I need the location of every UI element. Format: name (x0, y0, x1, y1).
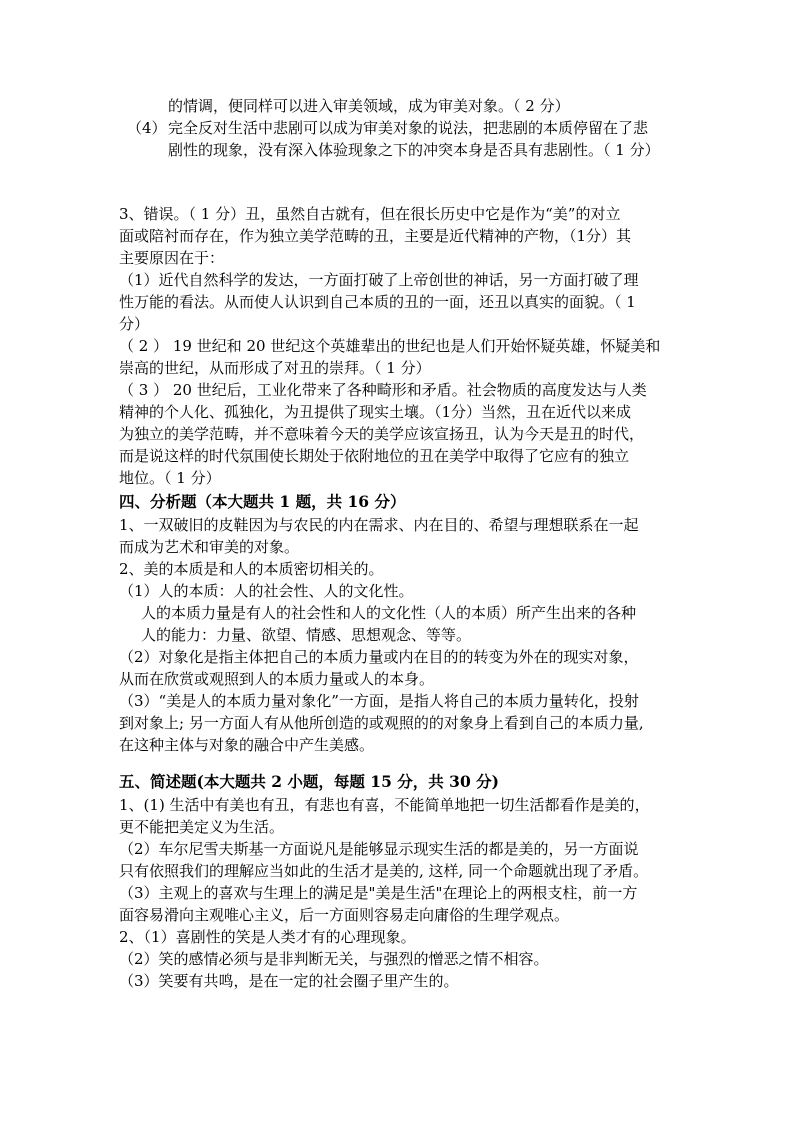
text-line: 1、一双破旧的皮鞋因为与农民的内在需求、内在目的、希望与理想联系在一起 (119, 516, 639, 534)
text-line: 而成为艺术和审美的对象。 (119, 538, 300, 556)
text-line: 1、(1) 生活中有美也有丑，有悲也有喜，不能简单地把一切生活都看作是美的， (119, 796, 650, 814)
text-line: 主要原因在于： (119, 249, 225, 267)
text-line: 2、（1）喜剧性的笑是人类才有的心理现象。 (119, 928, 416, 946)
text-line: 3、错误。（ 1 分）丑，虽然自古就有，但在很长历史中它是作为“美”的对立 (119, 205, 621, 223)
text-line: 只有依照我们的理解应当如此的生活才是美的, 这样, 同一个命题就出现了矛盾。 (119, 862, 649, 880)
text-line: （2）对象化是指主体把自己的本质力量或内在目的的转变为外在的现实对象， (119, 648, 639, 666)
section-heading: 四、分析题（本大题共 1 题，共 16 分） (119, 492, 406, 511)
text-line: （2）笑的感情必须与是非判断无关，与强烈的憎恶之情不相容。 (119, 950, 549, 968)
text-line: （1）人的本质：人的社会性、人的文化性。 (119, 582, 414, 600)
text-line: 到对象上; 另一方面人有从他所创造的或观照的的对象身上看到自己的本质力量, (119, 714, 644, 732)
text-line: （3）笑要有共鸣，是在一定的社会圈子里产生的。 (119, 972, 459, 990)
text-line: （ 2 ） 19 世纪和 20 世纪这个英雄辈出的世纪也是人们开始怀疑英雄，怀疑美和 (119, 337, 661, 355)
text-line: 在这种主体与对象的融合中产生美感。 (119, 736, 375, 754)
text-line: 剧性的现象，没有深入体验现象之下的冲突本身是否具有悲剧性。（ 1 分） (168, 141, 660, 159)
text-line: （ 3 ） 20 世纪后，工业化带来了各种畸形和矛盾。社会物质的高度发达与人类 (119, 381, 647, 399)
text-line: （3）主观上的喜欢与生理上的满足是"美是生活"在理论上的两根支柱，前一方 (119, 884, 638, 902)
item-number: （4） (127, 119, 167, 137)
text-line: 2、美的本质是和人的本质密切相关的。 (119, 560, 384, 578)
text-line: （2）车尔尼雪夫斯基一方面说凡是能够显示现实生活的都是美的，另一方面说 (119, 840, 639, 858)
text-line: （3）“美是人的本质力量对象化”一方面，是指人将自己的本质力量转化，投射 (119, 692, 639, 710)
text-line: 为独立的美学范畴，并不意味着今天的美学应该宣扬丑，认为今天是丑的时代， (119, 425, 645, 443)
text-line: 崇高的世纪，从而形成了对丑的崇拜。（ 1 分） (119, 359, 431, 377)
section-heading: 五、简述题(本大题共 2 小题，每题 15 分，共 30 分) (119, 772, 499, 791)
text-line: 人的能力：力量、欲望、情感、思想观念、等等。 (141, 626, 472, 644)
text-line: 的情调，便同样可以进入审美领域，成为审美对象。（ 2 分） (168, 97, 570, 115)
text-line: 更不能把美定义为生活。 (119, 818, 285, 836)
text-line: 人的本质力量是有人的社会性和人的文化性（人的本质）所产生出来的各种 (141, 604, 637, 622)
text-line: 面或陪衬而存在，作为独立美学范畴的丑，主要是近代精神的产物，（1分）其 (119, 227, 632, 245)
text-line: 性万能的看法。从而使人认识到自己本质的丑的一面，还丑以真实的面貌。（ 1 (119, 293, 636, 311)
text-line: 分） (119, 315, 150, 333)
text-line: （1）近代自然科学的发达，一方面打破了上帝创世的神话，另一方面打破了理 (119, 271, 639, 289)
text-line: 地位。（ 1 分） (119, 469, 221, 487)
text-line: 而是说这样的时代氛围使长期处于依附地位的丑在美学中取得了它应有的独立 (119, 447, 630, 465)
text-line: 精神的个人化、孤独化，为丑提供了现实土壤。（1分）当然，丑在近代以来成 (119, 403, 632, 421)
text-line: 完全反对生活中悲剧可以成为审美对象的说法，把悲剧的本质停留在了悲 (168, 119, 649, 137)
text-line: 面容易滑向主观唯心主义，后一方面则容易走向庸俗的生理学观点。 (119, 906, 570, 924)
text-line: 从而在欣赏或观照到人的本质力量或人的本身。 (119, 670, 435, 688)
